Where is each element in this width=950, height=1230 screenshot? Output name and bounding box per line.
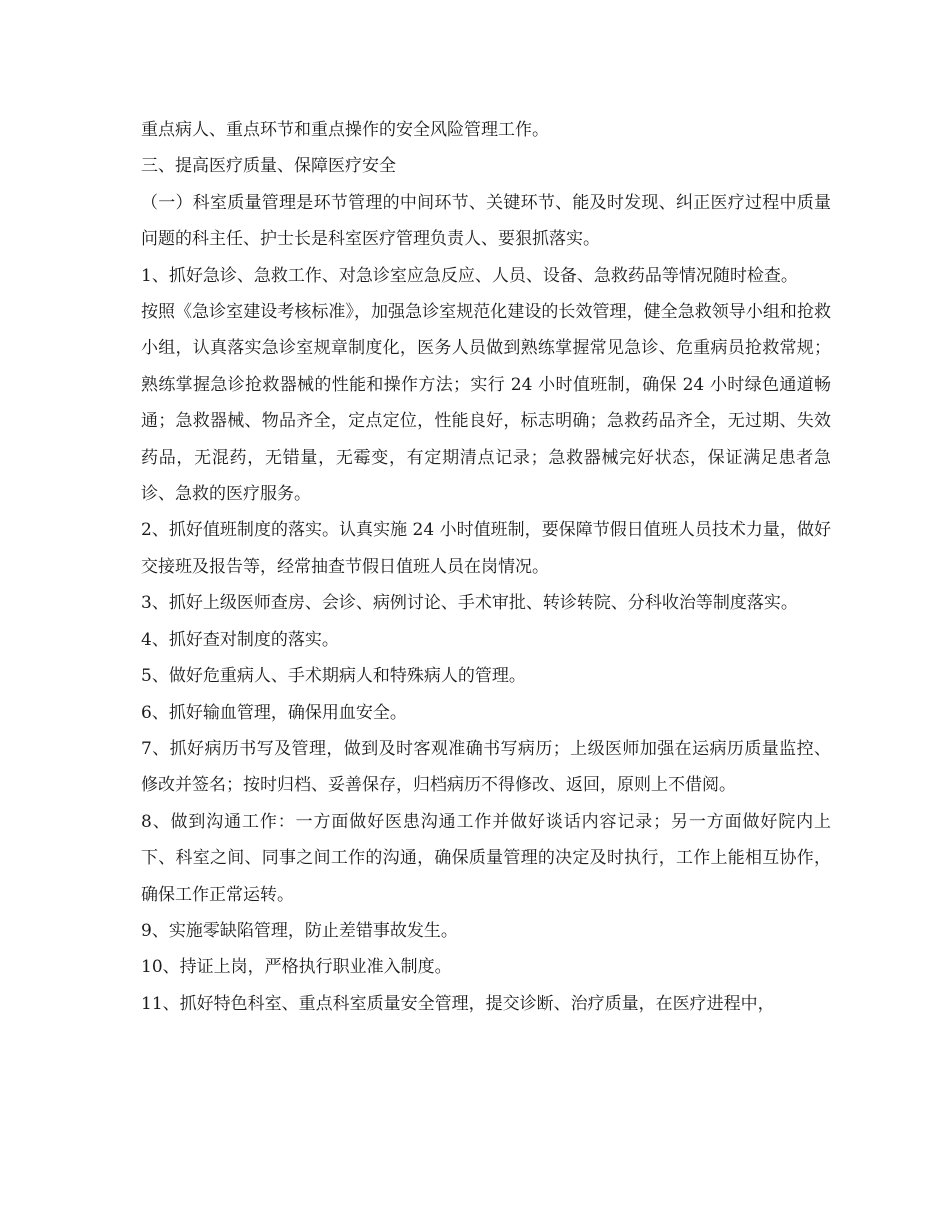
list-item-11: 11、抓好特色科室、重点科室质量安全管理，提交诊断、治疗质量，在医疗进程中， — [141, 993, 775, 1014]
list-item-10: 10、持证上岗，严格执行职业准入制度。 — [141, 957, 452, 978]
list-item-2: 2、抓好值班制度的落实。认真实施 24 小时值班制，要保障节假日值班人员技术力量，做好交接班及报告等，经常抽查节假日值班人员在岗情况。 — [141, 520, 831, 577]
list-item-1: 1、抓好急诊、急救工作、对急诊室应急反应、人员、设备、急救药品等情况随时检查。 — [141, 265, 798, 286]
paragraph-emergency-standard: 按照《急诊室建设考核标准》，加强急诊室规范化建设的长效管理，健全急救领导小组和抢救小组，认真落实急诊室规章制度化，医务人员做到熟练掌握常见急诊、危重病员抢救常规；熟练掌握急诊抢救器械的性能和操作方法；实行 24 小时值班制，确保 24 小时绿色通道畅通；急救器械、物品齐全，定点定位，性能良好，标志明确；急救药品齐全，无过期、失效药品，无混药，无错量，无霉变，有定期清点记录；急救器械完好状态，保证满足患者急诊、急救的医疗服务。 — [141, 302, 831, 505]
list-item-8: 8、做到沟通工作：一方面做好医患沟通工作并做好谈话内容记录；另一方面做好院内上下、科室之间、同事之间工作的沟通，确保质量管理的决定及时执行，工作上能相互协作，确保工作正常运转。 — [141, 811, 831, 905]
list-item-6: 6、抓好输血管理，确保用血安全。 — [141, 702, 407, 723]
section-heading: 三、提高医疗质量、保障医疗安全 — [141, 156, 396, 177]
list-item-7: 7、抓好病历书写及管理，做到及时客观准确书写病历；上级医师加强在运病历质量监控、修改并签名；按时归档、妥善保存，归档病历不得修改、返回，原则上不借阅。 — [141, 738, 831, 796]
document-body — [141, 112, 831, 1022]
list-item-4: 4、抓好查对制度的落实。 — [141, 629, 339, 650]
list-item-9: 9、实施零缺陷管理，防止差错事故发生。 — [141, 920, 458, 941]
paragraph-subsection-1: （一）科室质量管理是环节管理的中间环节、关键环节、能及时发现、纠正医疗过程中质量问题的科主任、护士长是科室医疗管理负责人、要狠抓落实。 — [141, 192, 831, 250]
paragraph-intro: 重点病人、重点环节和重点操作的安全风险管理工作。 — [141, 120, 549, 140]
list-item-5: 5、做好危重病人、手术期病人和特殊病人的管理。 — [141, 666, 526, 687]
list-item-3: 3、抓好上级医师查房、会诊、病例讨论、手术审批、转诊转院、分科收治等制度落实。 — [141, 593, 798, 614]
